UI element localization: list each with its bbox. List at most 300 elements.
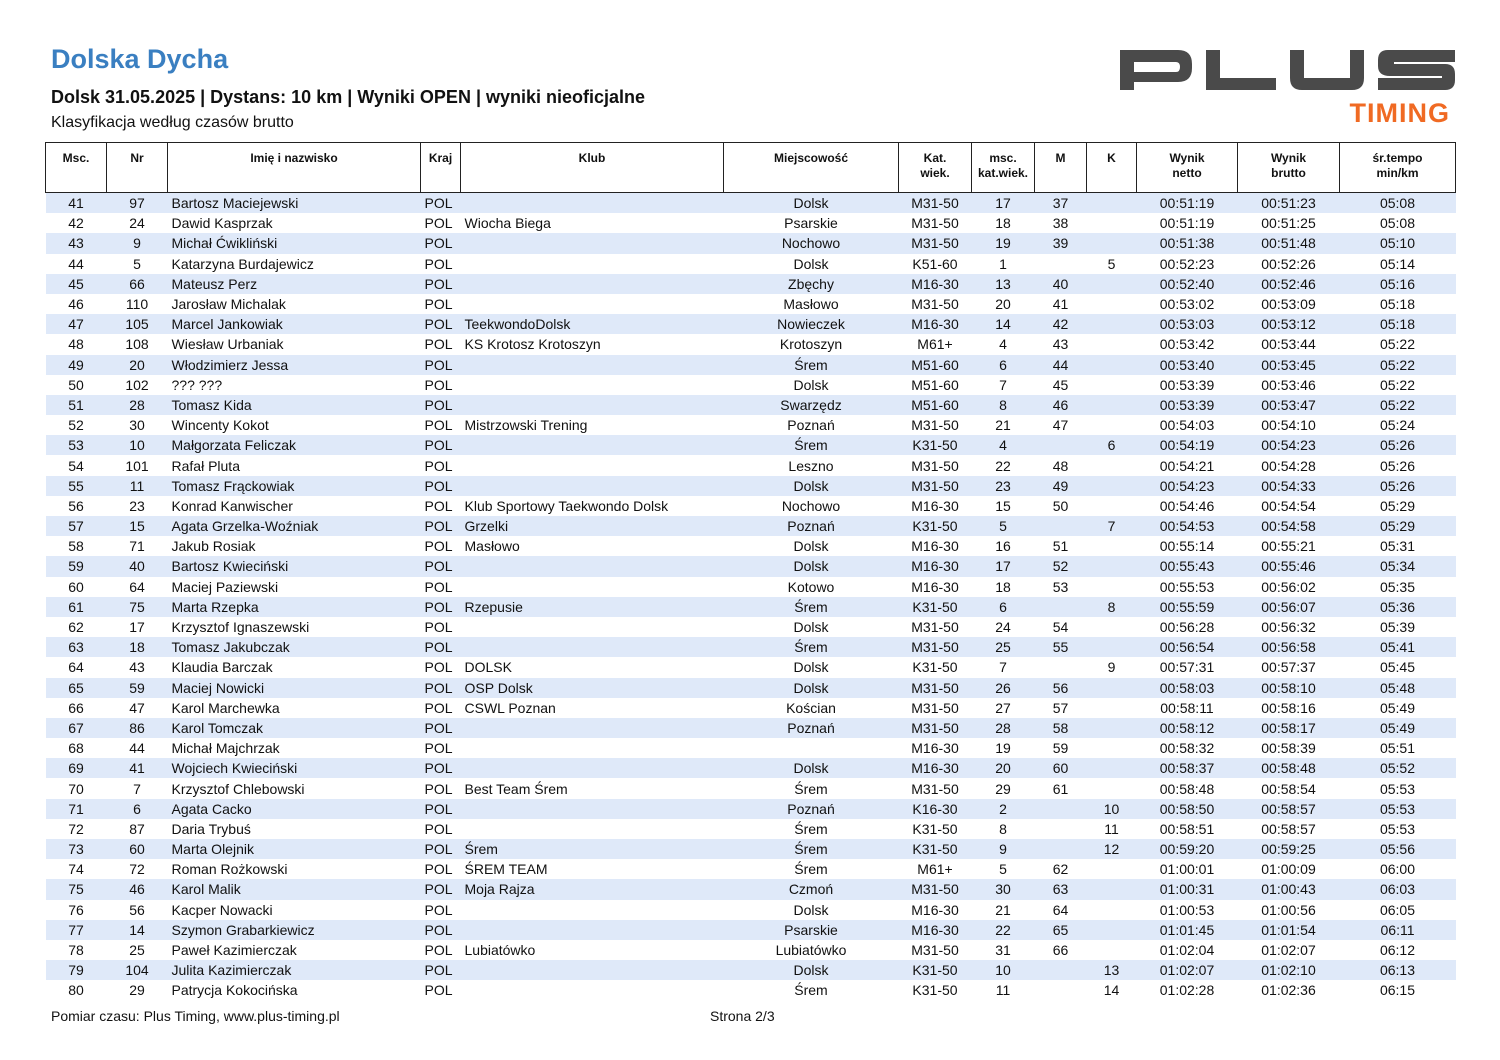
col-bib-cell: 71	[129, 538, 145, 555]
col-category-cell: M31-50	[899, 718, 972, 738]
col-category-cell: M51-60	[911, 376, 959, 393]
col-bib-cell: 10	[107, 435, 168, 455]
col-category-place-header-line: msc.	[989, 151, 1017, 165]
col-pace-cell: 05:26	[1340, 435, 1456, 455]
col-bib-cell: 6	[107, 799, 168, 819]
col-female-place-cell	[1087, 355, 1137, 375]
col-bib-cell: 101	[125, 457, 149, 474]
col-category-cell: M16-30	[899, 758, 972, 778]
col-country-cell: POL	[424, 417, 453, 434]
col-bib-cell: 97	[107, 193, 168, 214]
col-category-place-cell: 4	[972, 435, 1035, 455]
col-bib-cell: 66	[107, 274, 168, 294]
col-bib-cell: 44	[129, 740, 145, 757]
col-male-place-cell: 56	[1035, 678, 1087, 698]
col-bib-cell: 29	[129, 982, 145, 999]
table-row	[46, 577, 1456, 597]
col-female-place-cell	[1087, 213, 1137, 233]
col-gross-time-cell: 00:54:54	[1261, 497, 1316, 514]
col-net-time-cell: 00:55:14	[1159, 538, 1215, 555]
col-pace-cell: 05:53	[1340, 799, 1456, 819]
col-category-cell: M51-60	[899, 355, 972, 375]
col-bib-cell: 47	[129, 699, 145, 716]
col-bib-cell: 20	[107, 355, 168, 375]
col-category-place-cell: 7	[999, 659, 1007, 676]
col-place-cell: 43	[46, 233, 107, 253]
col-male-place-cell: 40	[1035, 274, 1087, 294]
col-category-cell: K51-60	[912, 255, 958, 272]
col-gross-time-cell: 00:53:12	[1238, 314, 1340, 334]
col-country-cell: POL	[424, 861, 453, 878]
col-country-cell: POL	[424, 942, 453, 959]
table-row	[46, 839, 1456, 859]
col-country-cell: POL	[424, 659, 453, 676]
col-category-cell: M16-30	[899, 274, 972, 294]
col-category-place-cell: 21	[995, 417, 1011, 434]
col-club-cell	[461, 637, 724, 657]
table-row	[46, 233, 1456, 253]
col-male-place-cell: 46	[1035, 395, 1087, 415]
col-net-time-cell: 00:54:03	[1159, 417, 1215, 434]
col-category-place-header-line: kat.wiek.	[977, 166, 1029, 180]
col-gross-time-cell: 00:56:02	[1261, 578, 1316, 595]
col-name-cell: Agata Grzelka-Woźniak	[168, 516, 421, 536]
table-row	[46, 314, 1456, 334]
table-row	[46, 778, 1456, 798]
col-category-header	[899, 143, 972, 193]
col-club-cell	[461, 193, 724, 214]
col-male-place-cell	[1035, 799, 1087, 819]
col-category-cell: M31-50	[899, 476, 972, 496]
col-country-cell: POL	[421, 799, 461, 819]
col-name-cell: Małgorzata Feliczak	[168, 435, 421, 455]
col-bib-cell: 23	[129, 497, 145, 514]
col-club-cell	[461, 960, 724, 980]
col-bib-header-line: Nr	[130, 151, 144, 165]
col-net-time-cell: 00:58:32	[1159, 740, 1215, 757]
col-pace-cell: 05:41	[1340, 637, 1456, 657]
col-category-cell: M51-60	[899, 395, 972, 415]
col-gross-time-cell: 00:54:28	[1261, 457, 1316, 474]
col-net-time-cell: 00:53:39	[1159, 376, 1215, 393]
table-row	[46, 960, 1456, 980]
col-category-cell: M16-30	[911, 901, 959, 918]
col-place-cell: 41	[46, 193, 107, 214]
col-country-cell: POL	[421, 758, 461, 778]
col-country-cell: POL	[424, 699, 453, 716]
col-place-cell: 77	[46, 920, 107, 940]
col-gross-time-cell: 00:58:54	[1261, 780, 1316, 797]
col-name-header-line: Imię i nazwisko	[250, 151, 338, 165]
col-net-time-cell: 00:59:20	[1137, 839, 1238, 859]
col-gross-time-cell: 00:51:25	[1261, 215, 1316, 232]
col-city-cell: Poznań	[724, 516, 899, 536]
col-net-time-header-line: netto	[1172, 166, 1202, 180]
col-female-place-header	[1087, 143, 1137, 193]
col-city-cell: Kotowo	[787, 578, 835, 595]
col-gross-time-cell: 01:02:10	[1238, 960, 1340, 980]
col-category-cell: M16-30	[911, 538, 959, 555]
col-club-cell	[461, 254, 724, 274]
col-gross-time-cell: 00:53:47	[1238, 395, 1340, 415]
col-bib-cell: 105	[107, 314, 168, 334]
col-country-cell: POL	[421, 233, 461, 253]
col-city-cell: Poznań	[724, 718, 899, 738]
col-male-place-cell: 51	[1052, 538, 1069, 555]
col-city-header	[724, 143, 899, 193]
results-table	[45, 142, 1456, 1001]
col-male-place-cell: 60	[1035, 758, 1087, 778]
col-category-place-cell: 11	[995, 982, 1011, 999]
col-place-cell: 75	[46, 879, 107, 899]
col-name-cell: Jarosław Michalak	[171, 296, 286, 313]
col-pace-header-line: śr.tempo	[1372, 151, 1423, 165]
table-row	[46, 980, 1456, 1000]
col-city-cell: Czmoń	[724, 879, 899, 899]
col-city-cell: Śrem	[724, 597, 899, 617]
col-country-cell: POL	[421, 516, 461, 536]
col-pace-cell: 05:45	[1379, 659, 1416, 676]
table-row	[46, 274, 1456, 294]
table-row	[46, 556, 1456, 576]
col-male-place-cell: 41	[1052, 296, 1069, 313]
col-category-cell: M31-50	[899, 678, 972, 698]
col-net-time-cell: 01:00:53	[1159, 901, 1215, 918]
col-male-place-cell: 42	[1035, 314, 1087, 334]
logo-timing-text: TIMING	[1349, 98, 1450, 126]
col-club-cell	[461, 556, 724, 576]
col-net-time-cell: 00:58:50	[1137, 799, 1238, 819]
col-bib-cell: 14	[107, 920, 168, 940]
col-net-time-cell: 00:52:23	[1159, 255, 1215, 272]
table-row	[46, 516, 1456, 536]
col-net-time-cell: 00:51:19	[1137, 193, 1238, 214]
col-female-place-cell: 8	[1087, 597, 1137, 617]
col-place-cell: 68	[68, 740, 84, 757]
col-category-place-cell: 20	[972, 758, 1035, 778]
col-city-cell: Nochowo	[724, 233, 899, 253]
col-female-place-cell	[1087, 314, 1137, 334]
col-net-time-cell: 00:55:53	[1159, 578, 1215, 595]
col-gross-time-cell: 00:58:57	[1261, 820, 1316, 837]
col-place-cell: 42	[68, 215, 84, 232]
col-bib-cell: 64	[129, 578, 145, 595]
col-category-place-cell: 10	[972, 960, 1035, 980]
col-name-cell: Rafał Pluta	[171, 457, 240, 474]
col-category-cell: M31-50	[911, 699, 959, 716]
col-female-place-cell	[1087, 375, 1137, 395]
col-club-cell: CSWL Poznan	[464, 699, 556, 716]
col-female-place-cell	[1087, 859, 1137, 879]
col-gross-time-cell: 00:52:46	[1238, 274, 1340, 294]
col-male-place-cell: 38	[1052, 215, 1069, 232]
col-country-cell: POL	[424, 820, 453, 837]
col-pace-cell: 05:56	[1340, 839, 1456, 859]
col-place-cell: 53	[46, 435, 107, 455]
col-city-cell: Śrem	[724, 355, 899, 375]
col-bib-cell: 56	[129, 901, 145, 918]
col-pace-cell: 05:53	[1379, 820, 1416, 837]
col-bib-cell: 59	[107, 678, 168, 698]
col-gross-time-cell: 00:56:07	[1238, 597, 1340, 617]
col-bib-cell: 75	[107, 597, 168, 617]
col-name-cell: Klaudia Barczak	[171, 659, 273, 676]
col-country-cell: POL	[424, 296, 453, 313]
col-place-cell: 70	[68, 780, 84, 797]
col-pace-cell: 05:22	[1379, 376, 1416, 393]
col-name-cell: Wincenty Kokot	[171, 417, 269, 434]
col-country-cell: POL	[424, 780, 453, 797]
col-category-cell: M16-30	[911, 740, 959, 757]
col-male-place-cell	[1035, 980, 1087, 1000]
col-gross-time-cell: 01:02:07	[1261, 942, 1316, 959]
col-female-place-header-line: K	[1107, 151, 1116, 165]
col-net-time-cell: 00:54:21	[1159, 457, 1215, 474]
col-name-cell: Paweł Kazimierczak	[171, 942, 297, 959]
plus-timing-logo	[1120, 44, 1455, 126]
col-name-cell: Tomasz Frąckowiak	[168, 476, 421, 496]
col-bib-cell: 104	[107, 960, 168, 980]
col-club-cell	[461, 900, 724, 920]
footer-page-number: Strona 2/3	[710, 1008, 775, 1024]
col-city-cell: Dolsk	[793, 659, 829, 676]
col-country-cell: POL	[424, 740, 453, 757]
table-row	[46, 455, 1456, 475]
col-name-cell: Konrad Kanwischer	[171, 497, 293, 514]
col-category-cell: M31-50	[911, 215, 959, 232]
col-male-place-cell: 50	[1052, 497, 1069, 514]
col-male-place-cell	[1035, 839, 1087, 859]
col-club-cell	[461, 476, 724, 496]
col-pace-cell: 06:12	[1379, 942, 1416, 959]
col-net-time-cell: 00:55:43	[1137, 556, 1238, 576]
col-pace-cell: 05:24	[1379, 417, 1416, 434]
col-city-cell: Dolsk	[724, 476, 899, 496]
col-club-cell: TeekwondoDolsk	[461, 314, 724, 334]
col-gross-time-cell: 00:52:26	[1261, 255, 1316, 272]
col-country-cell: POL	[424, 578, 453, 595]
col-bib-cell: 87	[129, 820, 145, 837]
col-male-place-cell: 61	[1052, 780, 1069, 797]
table-row	[46, 758, 1456, 778]
col-category-place-cell: 17	[972, 556, 1035, 576]
col-pace-cell: 05:22	[1379, 336, 1416, 353]
col-female-place-cell: 10	[1087, 799, 1137, 819]
col-bib-cell: 24	[129, 215, 145, 232]
col-city-cell: Zbęchy	[724, 274, 899, 294]
col-place-cell: 54	[68, 457, 84, 474]
table-row	[46, 617, 1456, 637]
col-country-cell: POL	[421, 476, 461, 496]
col-country-cell: POL	[421, 678, 461, 698]
col-male-place-cell	[1035, 819, 1087, 839]
col-gross-time-cell: 01:02:36	[1261, 982, 1316, 999]
event-subtitle: Dolsk 31.05.2025 | Dystans: 10 km | Wyniki OPEN | wyniki nieoficjalne	[51, 87, 646, 107]
col-club-cell: KS Krotosz Krotoszyn	[464, 336, 601, 353]
col-city-cell: Dolsk	[724, 556, 899, 576]
col-city-cell: Dolsk	[793, 255, 829, 272]
col-name-cell: Włodzimierz Jessa	[168, 355, 421, 375]
col-gross-time-cell: 00:55:21	[1261, 538, 1316, 555]
col-female-place-cell	[1087, 294, 1137, 314]
col-category-cell: M31-50	[899, 637, 972, 657]
col-category-place-cell: 8	[999, 820, 1007, 837]
col-category-cell: K31-50	[899, 516, 972, 536]
col-category-place-cell: 30	[972, 879, 1035, 899]
col-country-cell: POL	[424, 376, 453, 393]
col-club-header	[461, 143, 724, 193]
col-category-place-cell: 20	[995, 296, 1011, 313]
col-category-place-cell: 27	[995, 699, 1011, 716]
col-pace-cell: 05:26	[1379, 457, 1416, 474]
col-name-cell: Julita Kazimierczak	[168, 960, 421, 980]
col-country-cell: POL	[421, 355, 461, 375]
col-net-time-cell: 00:58:51	[1159, 820, 1215, 837]
col-place-cell: 67	[46, 718, 107, 738]
col-category-place-cell: 18	[995, 578, 1011, 595]
col-pace-cell: 05:08	[1340, 193, 1456, 214]
col-net-time-header	[1137, 143, 1238, 193]
col-club-cell	[461, 819, 724, 839]
col-club-cell	[461, 375, 724, 395]
col-category-place-cell: 5	[972, 516, 1035, 536]
col-category-cell: K31-50	[899, 597, 972, 617]
col-female-place-cell	[1087, 678, 1137, 698]
col-place-cell: 57	[46, 516, 107, 536]
col-net-time-cell: 01:00:31	[1137, 879, 1238, 899]
table-row	[46, 637, 1456, 657]
col-female-place-cell	[1087, 415, 1137, 435]
col-category-cell: M31-50	[911, 417, 959, 434]
col-pace-cell: 05:18	[1379, 296, 1416, 313]
col-bib-cell: 40	[107, 556, 168, 576]
col-category-place-cell: 28	[972, 718, 1035, 738]
col-city-cell	[724, 738, 899, 758]
col-gross-time-cell: 00:53:44	[1261, 336, 1316, 353]
col-female-place-cell	[1087, 617, 1137, 637]
col-country-cell: POL	[424, 255, 453, 272]
col-category-cell: M31-50	[899, 879, 972, 899]
col-category-place-cell: 23	[972, 476, 1035, 496]
col-category-place-cell: 24	[995, 619, 1011, 636]
col-country-cell: POL	[424, 619, 453, 636]
col-city-cell: Leszno	[788, 457, 834, 474]
col-net-time-cell: 00:55:59	[1137, 597, 1238, 617]
col-female-place-cell	[1087, 496, 1137, 516]
col-country-cell: POL	[424, 901, 453, 918]
col-gross-time-cell: 00:58:17	[1238, 718, 1340, 738]
table-row	[46, 294, 1456, 314]
col-net-time-cell: 00:53:03	[1137, 314, 1238, 334]
col-club-cell	[461, 738, 724, 758]
col-bib-cell: 17	[129, 619, 145, 636]
col-name-cell: Wiesław Urbaniak	[171, 336, 284, 353]
col-pace-cell: 05:18	[1340, 314, 1456, 334]
col-male-place-cell: 39	[1035, 233, 1087, 253]
col-club-cell: Grzelki	[461, 516, 724, 536]
col-country-cell: POL	[421, 274, 461, 294]
table-row	[46, 476, 1456, 496]
col-club-cell	[461, 758, 724, 778]
col-place-cell: 59	[46, 556, 107, 576]
col-club-cell	[461, 799, 724, 819]
col-bib-cell: 41	[107, 758, 168, 778]
col-country-cell: POL	[424, 215, 453, 232]
col-female-place-cell	[1087, 476, 1137, 496]
col-category-place-cell: 7	[999, 376, 1007, 393]
col-club-cell: Best Team Śrem	[464, 780, 568, 797]
col-female-place-cell	[1087, 758, 1137, 778]
col-place-cell: 69	[46, 758, 107, 778]
col-club-cell	[461, 455, 724, 475]
col-net-time-cell: 00:58:03	[1137, 678, 1238, 698]
col-female-place-cell	[1087, 920, 1137, 940]
col-pace-cell: 06:03	[1340, 879, 1456, 899]
col-place-cell: 46	[68, 296, 84, 313]
col-city-header-line: Miejscowość	[773, 151, 849, 165]
table-row	[46, 900, 1456, 920]
col-club-cell: Śrem	[461, 839, 724, 859]
col-female-place-cell	[1087, 455, 1137, 475]
col-name-cell: Dawid Kasprzak	[171, 215, 273, 232]
col-bib-cell: 46	[107, 879, 168, 899]
col-bib-cell: 43	[129, 659, 145, 676]
col-bib-cell: 86	[107, 718, 168, 738]
col-category-place-cell: 18	[995, 215, 1011, 232]
col-city-cell: Krotoszyn	[779, 336, 843, 353]
col-club-cell: OSP Dolsk	[461, 678, 724, 698]
col-male-place-cell: 53	[1052, 578, 1069, 595]
table-row	[46, 879, 1456, 899]
col-place-cell: 65	[46, 678, 107, 698]
col-pace-cell: 06:11	[1340, 920, 1456, 940]
col-category-cell: K31-50	[899, 839, 972, 859]
col-male-place-cell	[1035, 597, 1087, 617]
col-country-cell: POL	[421, 879, 461, 899]
col-male-place-cell	[1035, 435, 1087, 455]
col-female-place-cell	[1087, 900, 1137, 920]
col-male-place-cell: 52	[1035, 556, 1087, 576]
col-gross-time-cell: 00:58:39	[1261, 740, 1316, 757]
col-female-place-cell	[1087, 577, 1137, 597]
col-male-place-cell	[1035, 657, 1087, 677]
classification-label: Klasyfikacja według czasów brutto	[51, 114, 294, 131]
col-club-cell	[461, 577, 724, 597]
col-pace-cell: 06:15	[1379, 982, 1416, 999]
col-name-cell: Patrycja Kokocińska	[171, 982, 298, 999]
col-country-cell: POL	[424, 538, 453, 555]
col-category-place-cell: 8	[972, 395, 1035, 415]
col-club-cell	[461, 233, 724, 253]
col-pace-cell: 05:36	[1340, 597, 1456, 617]
col-city-cell: Nowieczek	[724, 314, 899, 334]
col-gross-time-cell: 00:58:16	[1261, 699, 1316, 716]
col-city-cell: Śrem	[794, 780, 828, 797]
col-female-place-cell	[1087, 536, 1137, 556]
col-place-header-line: Msc.	[62, 151, 90, 165]
col-city-cell: Dolsk	[793, 901, 829, 918]
col-category-cell: M31-50	[911, 619, 959, 636]
col-female-place-cell	[1087, 334, 1137, 354]
table-row	[46, 435, 1456, 455]
col-category-place-cell: 9	[972, 839, 1035, 859]
col-category-cell: M16-30	[899, 314, 972, 334]
table-row	[46, 193, 1456, 214]
col-city-cell: Śrem	[794, 820, 828, 837]
col-category-cell: K16-30	[899, 799, 972, 819]
col-category-cell: M31-50	[899, 193, 972, 214]
col-male-place-cell: 66	[1052, 942, 1069, 959]
